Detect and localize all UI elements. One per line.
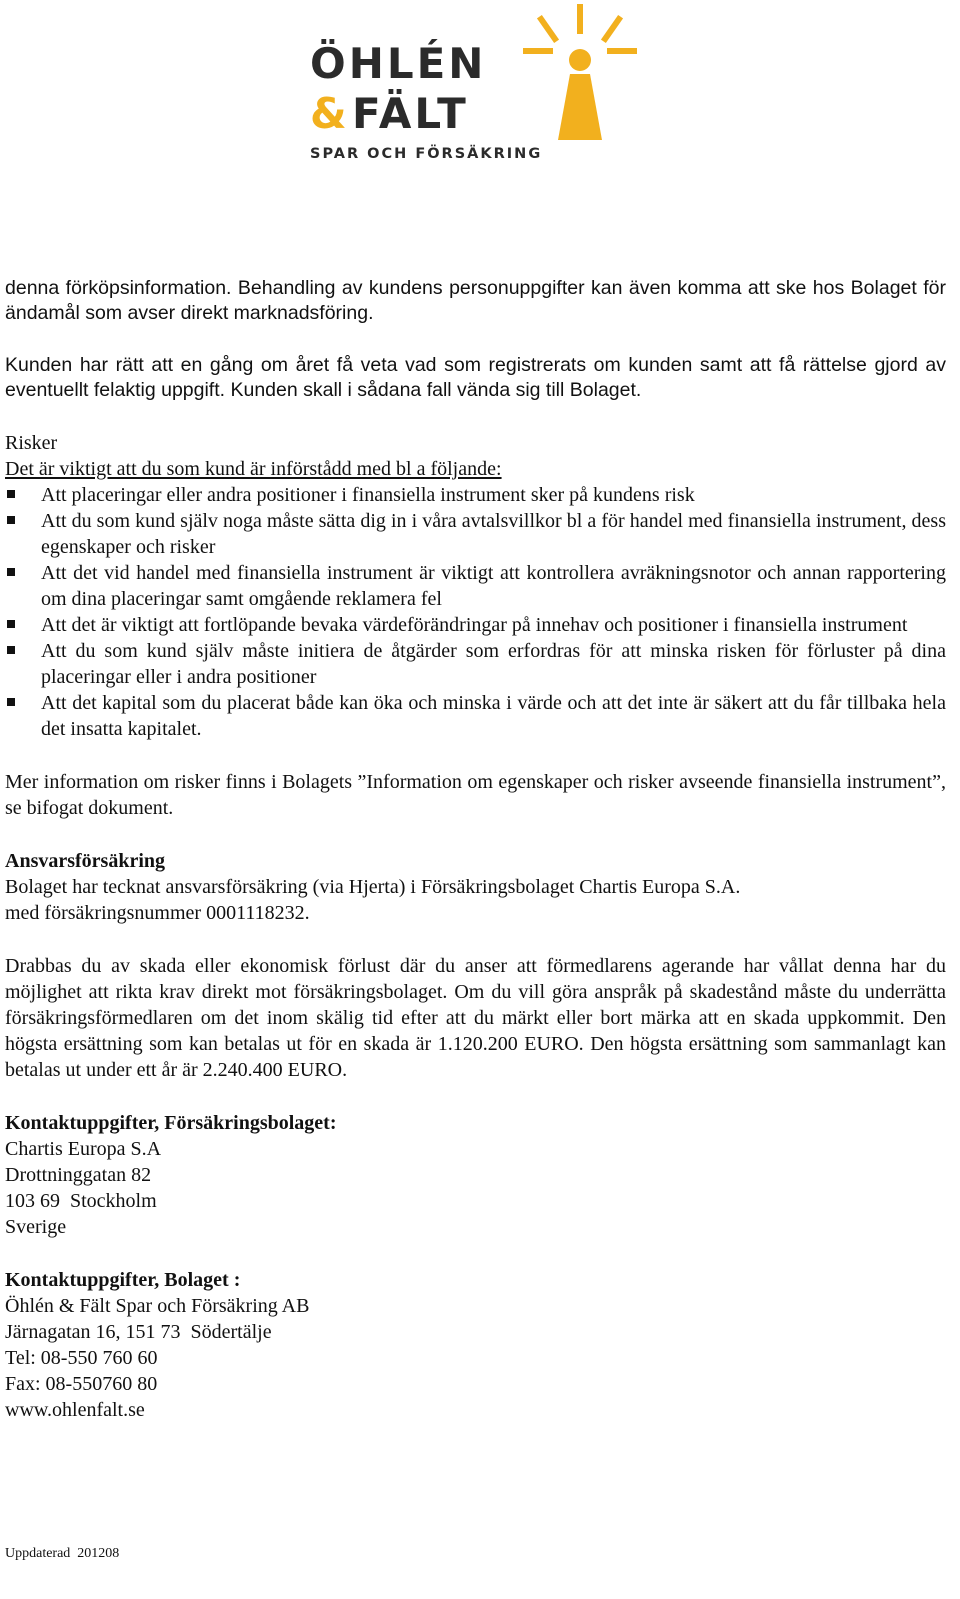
contact-insurer-line: 103 69 Stockholm <box>5 1190 157 1212</box>
contact-insurer-line: Sverige <box>5 1216 67 1238</box>
logo-ampersand: & <box>310 89 347 138</box>
bullet-icon <box>7 490 15 498</box>
footer-updated: Uppdaterad 201208 <box>5 1546 120 1561</box>
list-item: Att du som kund själv måste initiera de åtgärder som erfordras för att minska risken för förluster på dina placeringar eller i andra positioner <box>5 638 946 690</box>
logo-line1: ÖHLÉN <box>310 39 487 88</box>
ansvar-line-1: Bolaget har tecknat ansvarsförsäkring (via Hjerta) i Försäkringsbolaget Chartis Europa S.A. <box>5 876 741 898</box>
list-item: Att placeringar eller andra positioner i finansiella instrument sker på kundens risk <box>5 482 946 508</box>
contact-insurer-line: Chartis Europa S.A <box>5 1138 162 1160</box>
risker-list <box>5 482 946 742</box>
ansvar-line-2: med försäkringsnummer 0001118232. <box>5 902 310 924</box>
logo-tagline: SPAR OCH FÖRSÄKRING <box>310 146 543 162</box>
contact-company-fax: Fax: 08-550760 80 <box>5 1373 158 1395</box>
bullet-icon <box>7 620 15 628</box>
list-item: Att du som kund själv noga måste sätta dig in i våra avtalsvillkor bl a för handel med finansiella instrument, dess egenskaper och risker <box>5 508 946 560</box>
contact-company-website-link[interactable]: www.ohlenfalt.se <box>5 1399 145 1421</box>
bullet-icon <box>7 698 15 706</box>
intro-paragraph-1: denna förköpsinformation. Behandling av kundens personuppgifter kan även komma att ske hos Bolaget för ändamål som avser direkt marknadsföring. <box>5 277 946 324</box>
risker-heading: Risker <box>5 432 58 454</box>
list-item: Att det kapital som du placerat både kan öka och minska i värde och att det inte är säkert att du får tillbaka hela det insatta kapitalet. <box>5 690 946 742</box>
ansvar-heading: Ansvarsförsäkring <box>5 850 166 872</box>
company-logo <box>300 0 650 170</box>
risker-more-info: Mer information om risker finns i Bolagets ”Information om egenskaper och risker avseende finansiella instrument”, se bifogat dokument. <box>5 771 946 819</box>
ansvar-paragraph: Drabbas du av skada eller ekonomisk förlust där du anser att förmedlarens agerande har vållat denna har du möjlighet att rikta krav direkt mot försäkringsbolaget. Om du vill göra anspråk på skadestånd måste du underrätta försäkringsförmedlaren om det inom skälig tid efter att du märkt eller bort märka att en skada uppkommit. Den högsta ersättning som kan betalas ut för en skada är 1.120.200 EURO. Den högsta ersättning som sammanlagt kan betalas ut under ett år är 2.240.400 EURO. <box>5 955 946 1081</box>
bullet-icon <box>7 568 15 576</box>
contact-company-line: Öhlén & Fält Spar och Försäkring AB <box>5 1295 310 1317</box>
lighthouse-icon <box>523 4 637 140</box>
list-item: Att det vid handel med finansiella instrument är viktigt att kontrollera avräkningsnotor och annan rapportering om dina placeringar samt omgående reklamera fel <box>5 560 946 612</box>
document-body <box>5 276 946 1423</box>
contact-company-phone: Tel: 08-550 760 60 <box>5 1347 158 1369</box>
intro-paragraph-2: Kunden har rätt att en gång om året få veta vad som registrerats om kunden samt att få rättelse gjord av eventuellt felaktig uppgift. Kunden skall i sådana fall vända sig till Bolaget. <box>5 354 946 401</box>
risker-lead: Det är viktigt att du som kund är införstådd med bl a följande: <box>5 458 502 480</box>
contact-company-line: Järnagatan 16, 151 73 Södertälje <box>5 1321 272 1343</box>
logo-line2: FÄLT <box>352 89 469 138</box>
contact-company-heading: Kontaktuppgifter, Bolaget : <box>5 1269 241 1291</box>
contact-insurer-line: Drottninggatan 82 <box>5 1164 152 1186</box>
list-item: Att det är viktigt att fortlöpande bevaka värdeförändringar på innehav och positioner i finansiella instrument <box>5 612 946 638</box>
contact-insurer-heading: Kontaktuppgifter, Försäkringsbolaget: <box>5 1112 337 1134</box>
bullet-icon <box>7 516 15 524</box>
bullet-icon <box>7 646 15 654</box>
